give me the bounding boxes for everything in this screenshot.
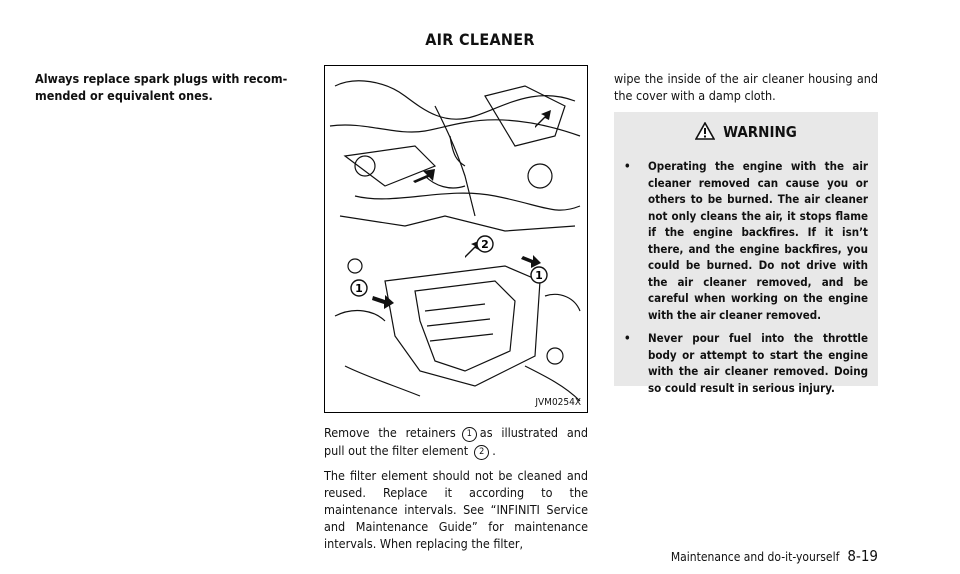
engine-bay-drawing bbox=[325, 66, 587, 412]
warning-item bbox=[624, 158, 868, 323]
callout-1-right: 1 bbox=[535, 269, 543, 282]
figure-code: JVM0254X bbox=[535, 397, 581, 408]
warning-heading-text: WARNING bbox=[723, 123, 797, 141]
intro-text: Always replace spark plugs with recom-mended or equivalent ones. bbox=[35, 71, 288, 103]
instruction-text-a: Remove the retainers bbox=[324, 425, 456, 440]
warning-item bbox=[624, 330, 868, 396]
callout-1-left: 1 bbox=[355, 282, 363, 295]
page-title: AIR CLEANER bbox=[425, 30, 535, 49]
warning-item-text: Never pour fuel into the throttle body or attempt to start the engine with the air cleaner removed. Doing so could result in serious injury. bbox=[648, 331, 868, 395]
circled-number-2: 2 bbox=[474, 445, 489, 460]
continuation-column bbox=[614, 70, 878, 104]
page-number: 8-19 bbox=[847, 547, 878, 565]
instruction-text-b: as illustrated and pull out the filter element bbox=[324, 425, 588, 458]
instruction-paragraph-1 bbox=[324, 424, 588, 460]
air-cleaner-illustration bbox=[324, 65, 588, 413]
bullet-icon: • bbox=[624, 331, 631, 345]
instruction-paragraph-3: wipe the inside of the air cleaner housing and the cover with a damp cloth. bbox=[614, 71, 878, 103]
page-footer bbox=[671, 547, 878, 565]
callout-2: 2 bbox=[481, 238, 489, 251]
instruction-paragraph-2: The filter element should not be cleaned and reused. Replace it according to the maintenance intervals. See “INFINITI Service and Maintenance Guide” for maintenance intervals. When replacing the filter, bbox=[324, 468, 588, 551]
bullet-icon: • bbox=[624, 159, 631, 173]
warning-heading bbox=[614, 122, 878, 141]
warning-item-text: Operating the engine with the air cleaner removed can cause you or others to be burned. The air cleaner not only cleans the air, it stops flame if the engine backfires. If it isn’t there, and the engine backfires, you could be burned. Do not drive with the air cleaner removed, and be careful when working on the engine with the air cleaner removed. bbox=[648, 159, 868, 322]
warning-list bbox=[624, 158, 868, 403]
instruction-text-c: . bbox=[492, 443, 496, 458]
circled-number-1: 1 bbox=[462, 427, 477, 442]
warning-box bbox=[614, 112, 878, 395]
warning-triangle-icon bbox=[695, 122, 715, 140]
footer-section: Maintenance and do-it-yourself bbox=[670, 550, 840, 564]
instructions-column bbox=[324, 424, 588, 559]
